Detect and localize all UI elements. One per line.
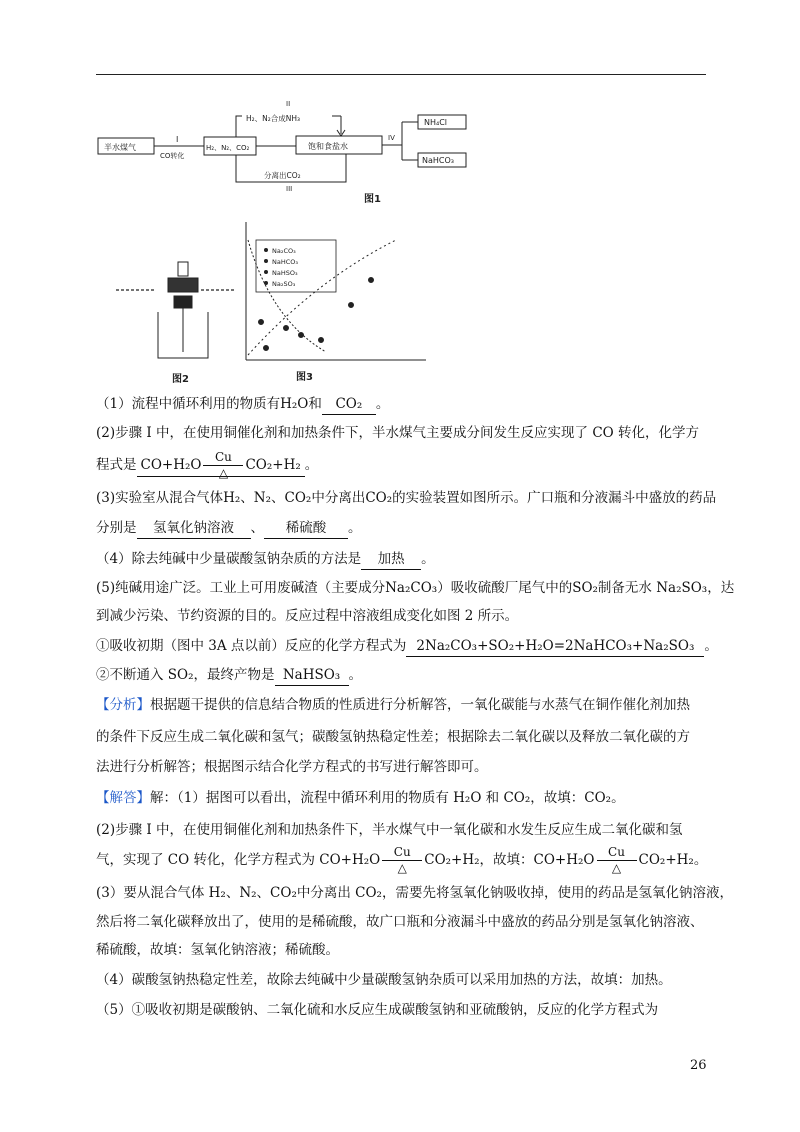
fig1-bottom-label: 分离出CO₂: [264, 171, 301, 180]
q3-end: 。: [348, 520, 362, 536]
fig3-legend: [264, 247, 298, 288]
q2-answer: [137, 449, 305, 480]
fig2-caption: 图2: [172, 374, 189, 385]
fig1-caption: 图1: [364, 194, 381, 205]
solution-3-line2: 然后将二氧化碳释放出了，使用的是稀硫酸，故广口瓶和分液漏斗中盛放的药品分别是氢氧化钠溶液、: [96, 914, 704, 930]
solution-2-line2: [96, 844, 708, 875]
q5a-line: [96, 636, 718, 657]
fig1-step1-note: CO转化: [160, 152, 185, 160]
cond-catalyst: Cu: [215, 449, 232, 464]
q2-ans-left: CO+H₂O: [140, 457, 202, 473]
fig1-saturated-text: 饱和食盐水: [308, 142, 348, 151]
q5a-answer: 2Na₂CO₃+SO₂+H₂O=2NaHCO₃+Na₂SO₃: [406, 636, 704, 657]
fig1-roman-ii: II: [286, 100, 291, 108]
analysis-line3: 法进行分析解答；根据图示结合化学方程式的书写进行解答即可。: [96, 759, 488, 775]
q1-end: 。: [375, 396, 390, 412]
q2-line2: [96, 449, 708, 480]
solution-5-line: （5）①吸收初期是碳酸钠、二氧化硫和水反应生成碳酸氢钠和亚硫酸钠，反应的化学方程式为: [96, 1002, 659, 1018]
cond-heat: △: [218, 465, 229, 480]
q2-end: 。: [304, 457, 319, 473]
q2-text: 程式是: [96, 457, 137, 473]
fig3-legend-2: NaHSO₃: [272, 269, 298, 277]
q5a-end: 。: [704, 638, 718, 654]
q5b-end: 。: [348, 667, 363, 683]
q1-answer: CO₂: [322, 394, 376, 415]
cond-heat: △: [611, 860, 622, 875]
q4-answer: 加热: [361, 549, 421, 570]
q3-line1: (3)实验室从混合气体H₂、N₂、CO₂中分离出CO₂的实验装置如图所示。广口瓶和分液漏斗中盛放的药品: [96, 490, 717, 506]
q4-end: 。: [421, 551, 435, 567]
fig3-legend-1: NaHCO₃: [272, 258, 298, 266]
solution-3-line1: (3）要从混合气体 H₂、N₂、CO₂中分离出 CO₂，需要先将氢氧化钠吸收掉，使用的药品是氢氧化钠溶液，: [96, 885, 733, 901]
page-number: 26: [690, 1058, 707, 1073]
q1-text: （1）流程中循环利用的物质有H₂O和: [96, 396, 322, 412]
solution-text1: 解：（1）据图可以看出，流程中循环利用的物质有 H₂O 和 CO₂，故填：CO₂。: [150, 790, 625, 806]
q2-ans-right: CO₂+H₂: [245, 457, 301, 473]
solution-2-post: CO₂+H₂。: [638, 852, 708, 868]
q3-answer2: 稀硫酸: [264, 518, 348, 539]
q5-line2: 到减少污染、节约资源的目的。反应过程中溶液组成变化如图 2 所示。: [96, 608, 519, 624]
solution-2-mid: CO₂+H₂，故填：CO+H₂O: [424, 852, 595, 868]
cond-heat: △: [397, 860, 407, 875]
analysis-line2: 的条件下反应生成二氧化碳和氢气；碳酸氢钠热稳定性差；根据除去二氧化碳以及释放二氧化碳的方: [96, 729, 690, 745]
q5-line1: (5)纯碱用途广泛。工业上可用废碱渣（主要成分Na₂CO₃）吸收硫酸厂尾气中的SO₂制备无水 Na₂SO₃，达: [96, 580, 735, 596]
q4-line: [96, 549, 708, 570]
fig3-caption: 图3: [296, 372, 313, 383]
analysis-line1: [96, 695, 708, 715]
solution-3-line3: 稀硫酸，故填：氢氧化钠溶液；稀硫酸。: [96, 942, 339, 958]
solution-tag: 【解答】: [96, 790, 150, 806]
fig1-roman-iii: III: [286, 185, 293, 193]
fig3-plot: [246, 222, 426, 360]
q1-line: [96, 394, 708, 415]
solution-4-line: （4）碳酸氢钠热稳定性差，故除去纯碱中少量碳酸氢钠杂质可以采用加热的方法，故填：加热。: [96, 972, 672, 988]
analysis-text1: 根据题干提供的信息结合物质的性质进行分析解答，一氧化碳能与水蒸气在铜作催化剂加热: [150, 697, 690, 713]
solution-line1: [96, 788, 708, 808]
q4-text: （4）除去纯碱中少量碳酸氢钠杂质的方法是: [96, 551, 362, 567]
solution-2-pre: 气，实现了 CO 转化，化学方程式为 CO+H₂O: [96, 852, 381, 868]
fig1-top-box-text: H₂、N₂合成NH₃: [246, 114, 301, 123]
solution-2-condition-1: [380, 844, 424, 875]
fig1-box-mix-text: H₂、N₂、CO₂: [206, 144, 250, 152]
fig1-step1: I: [176, 135, 179, 144]
q5b-line: [96, 665, 708, 686]
q3-text: 分别是: [96, 520, 137, 536]
q5b-text: ②不断通入 SO₂，最终产物是: [96, 667, 275, 683]
q3-sep: 、: [250, 520, 264, 536]
fig1-feed-text: 半水煤气: [104, 143, 136, 152]
q2-line1: (2)步骤 I 中，在使用铜催化剂和加热条件下，半水煤气主要成分间发生反应实现了 CO 转化，化学方: [96, 425, 700, 441]
cond-catalyst: Cu: [393, 844, 411, 859]
fig3-legend-0: Na₂CO₃: [272, 247, 296, 255]
q2-condition: [201, 449, 245, 480]
q3-answer1: 氢氧化钠溶液: [137, 518, 251, 539]
fig1-nh4cl-text: NH₄Cl: [424, 118, 448, 127]
fig1-step4: IV: [388, 134, 395, 142]
fig3-legend-3: Na₂SO₃: [272, 280, 296, 288]
solution-2-line1: (2)步骤 I 中，在使用铜催化剂和加热条件下，半水煤气中一氧化碳和水发生反应生成二氧化碳和氢: [96, 822, 683, 838]
fig1-nahco3-text: NaHCO₃: [422, 156, 454, 165]
q3-line2: [96, 518, 708, 539]
header-rule: [96, 74, 706, 75]
cond-catalyst: Cu: [608, 844, 625, 859]
q5b-answer: NaHSO₃: [275, 665, 349, 686]
analysis-tag: 【分析】: [96, 697, 150, 713]
q5a-text: ①吸收初期（图中 3A 点以前）反应的化学方程式为: [96, 638, 407, 654]
figures-area: [96, 90, 476, 390]
fig2-apparatus: [116, 262, 236, 358]
solution-2-condition-2: [595, 844, 639, 875]
